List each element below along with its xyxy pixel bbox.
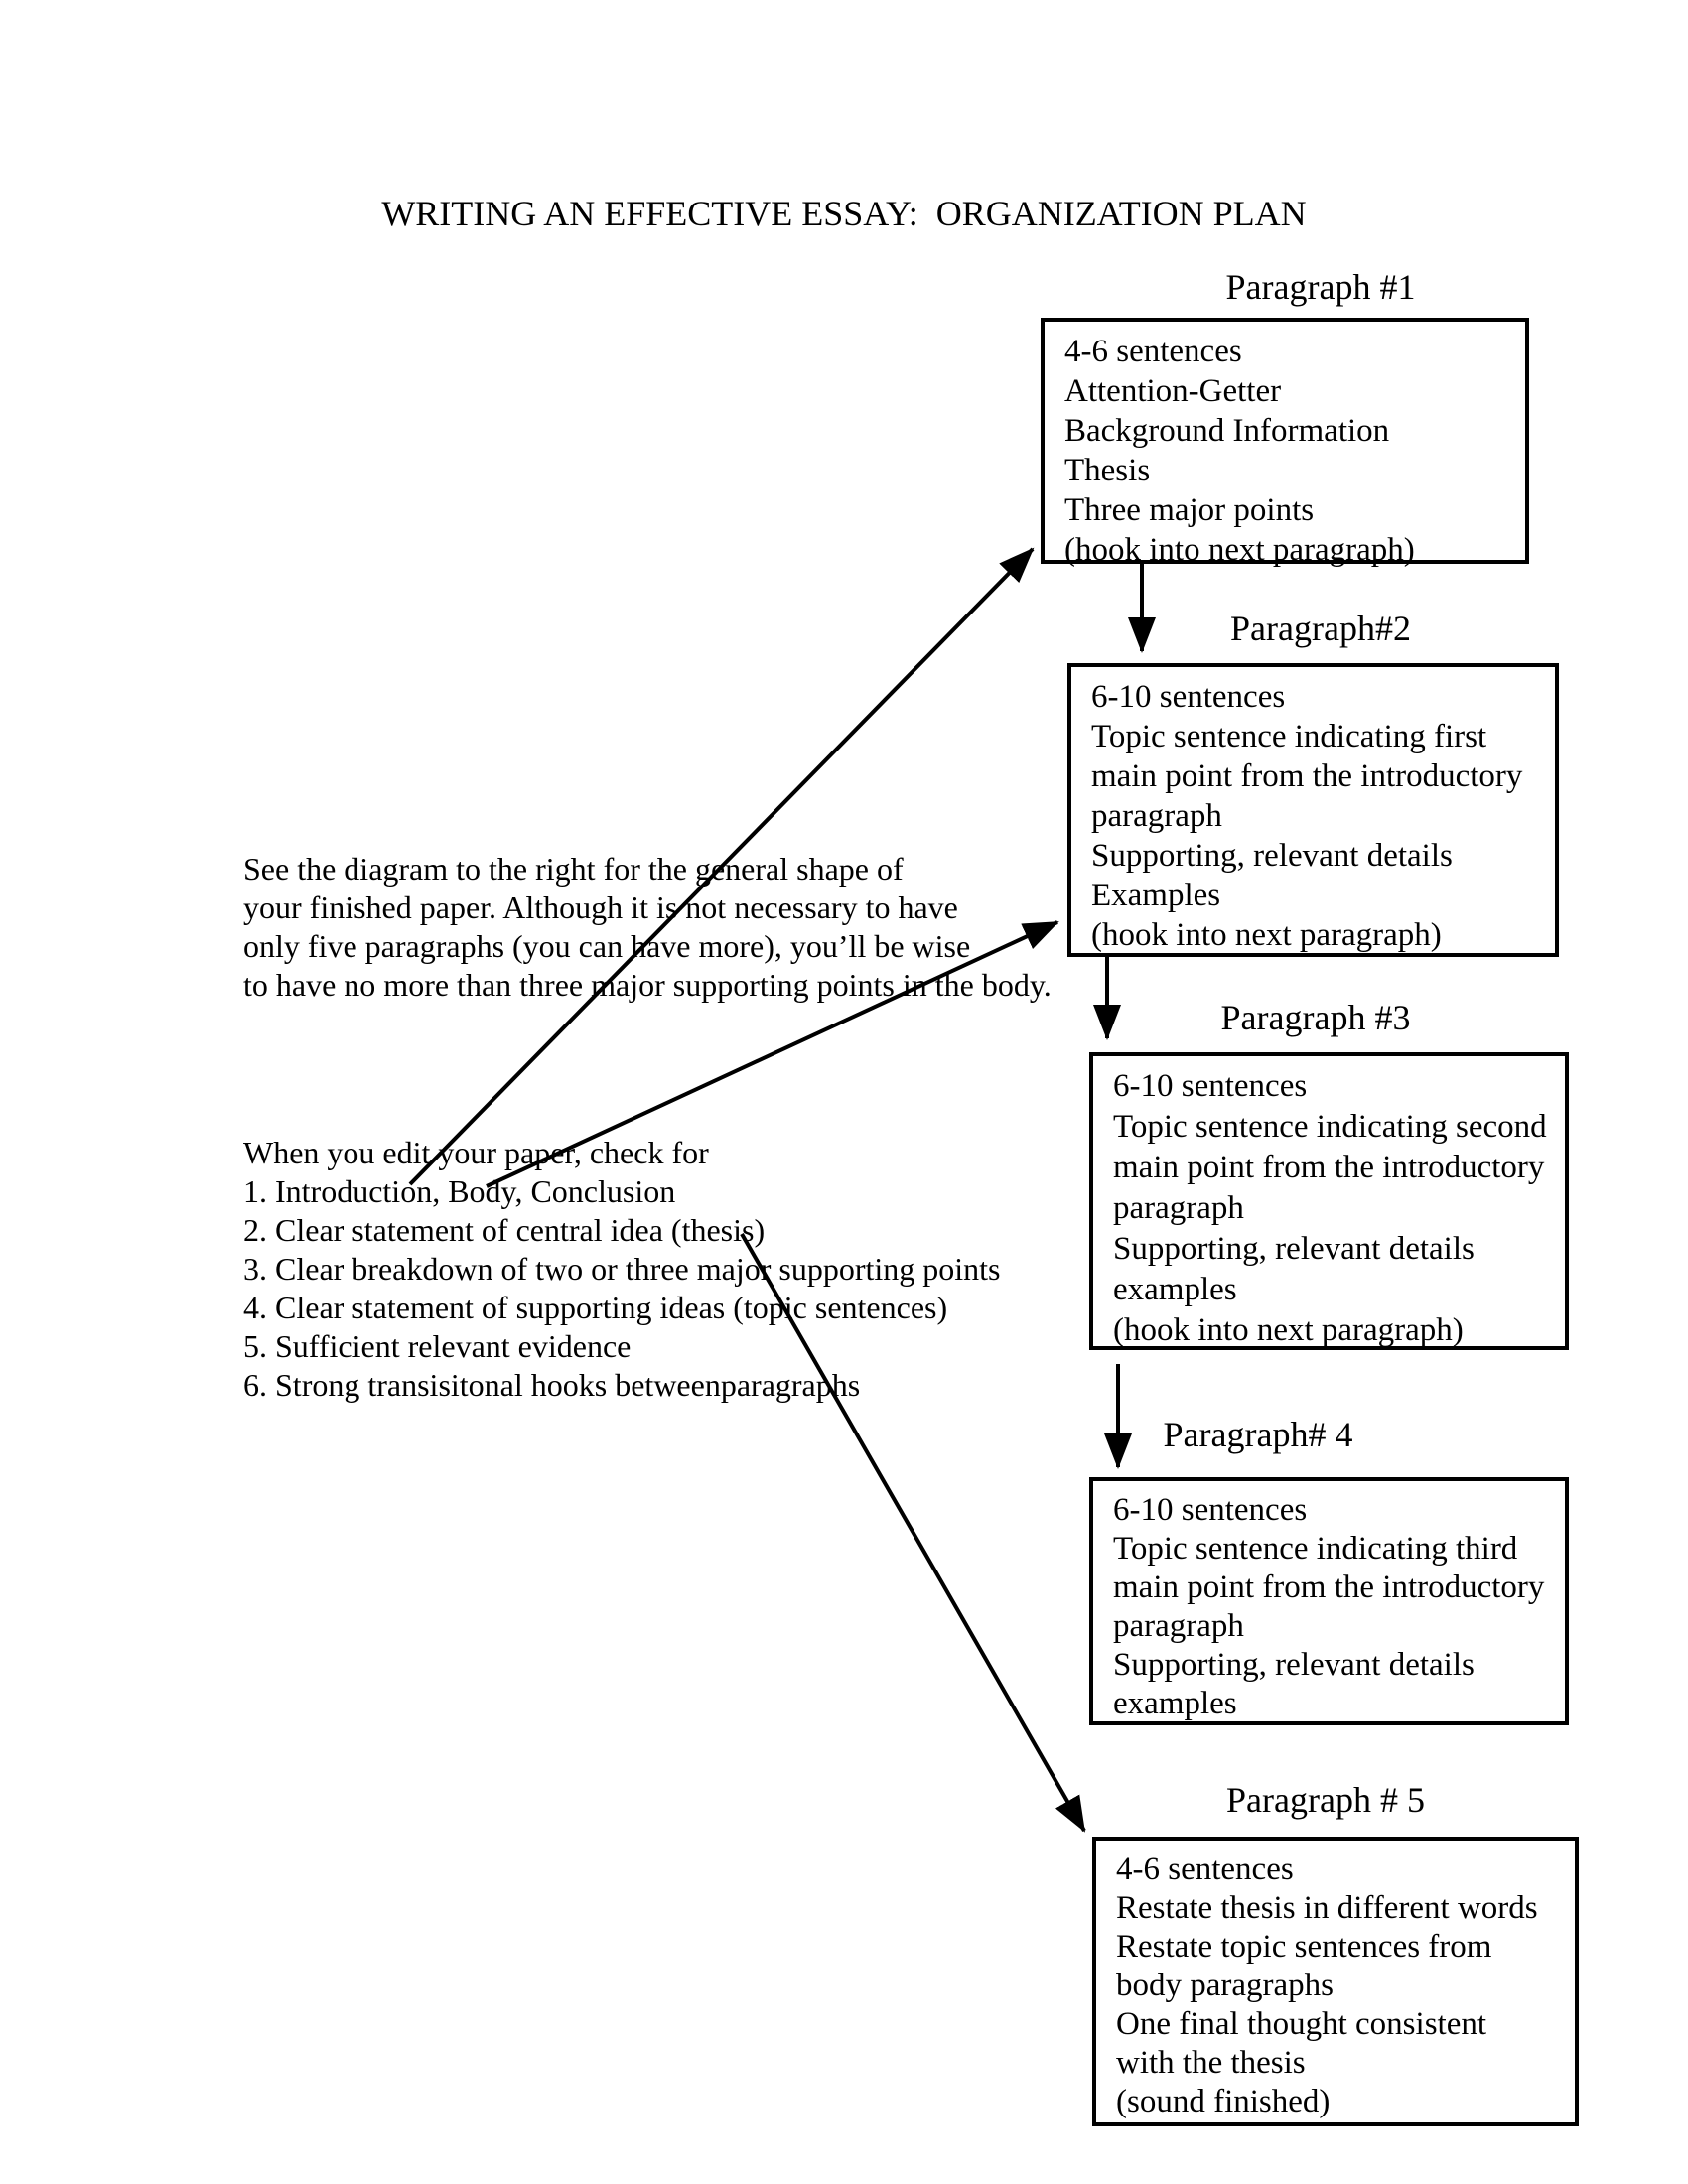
box-text-line: with the thesis xyxy=(1116,2045,1306,2081)
box-text-line: Three major points xyxy=(1064,492,1315,528)
checklist-item: 5. Sufficient relevant evidence xyxy=(243,1328,632,1364)
paragraph-1-label: Paragraph #1 xyxy=(1225,267,1416,307)
box-text-line: One final thought consistent xyxy=(1116,2006,1487,2042)
box-text-line: (sound finished) xyxy=(1116,2084,1331,2119)
box-text-line: main point from the introductory xyxy=(1113,1570,1545,1605)
box-text-line: Supporting, relevant details xyxy=(1091,838,1453,874)
checklist-item: 1. Introduction, Body, Conclusion xyxy=(243,1173,676,1209)
paragraph-5-box xyxy=(1092,1837,1579,2126)
paragraph-1-box xyxy=(1041,318,1529,568)
box-text-line: paragraph xyxy=(1091,798,1222,834)
box-text-line: 6-10 sentences xyxy=(1113,1492,1308,1528)
box-text-line: 4-6 sentences xyxy=(1064,334,1242,369)
paragraph-4-label: Paragraph# 4 xyxy=(1163,1415,1353,1454)
box-text-line: Thesis xyxy=(1064,453,1151,488)
box-text-line: Topic sentence indicating first xyxy=(1091,719,1487,754)
paragraph-4-box xyxy=(1089,1477,1569,1725)
paragraph-2-box xyxy=(1067,663,1559,957)
paragraph-5-label: Paragraph # 5 xyxy=(1226,1780,1425,1820)
box-text-line: (hook into next paragraph) xyxy=(1064,532,1415,568)
box-text-line: (hook into next paragraph) xyxy=(1091,917,1442,953)
paragraph-3-label: Paragraph #3 xyxy=(1220,998,1411,1037)
note-line: to have no more than three major supporting points in the body. xyxy=(243,967,1052,1003)
box-text-line: paragraph xyxy=(1113,1608,1244,1644)
box-text-line: Examples xyxy=(1091,878,1221,913)
box-text-line: main point from the introductory xyxy=(1113,1150,1545,1185)
box-text-line: Supporting, relevant details xyxy=(1113,1231,1475,1267)
box-text-line: 6-10 sentences xyxy=(1091,679,1286,715)
box-text-line: paragraph xyxy=(1113,1190,1244,1226)
box-text-line: body paragraphs xyxy=(1116,1968,1335,2003)
box-text-line: main point from the introductory xyxy=(1091,758,1523,794)
diagram-note xyxy=(243,850,1052,1005)
page-title: WRITING AN EFFECTIVE ESSAY: ORGANIZATION PLAN xyxy=(381,194,1307,233)
box-text-line: Attention-Getter xyxy=(1064,373,1282,409)
box-text-line: Supporting, relevant details xyxy=(1113,1647,1475,1683)
box-text-line: Topic sentence indicating third xyxy=(1113,1531,1518,1567)
paragraph-2-label: Paragraph#2 xyxy=(1230,609,1411,648)
checklist-item: 2. Clear statement of central idea (thesis) xyxy=(243,1212,766,1248)
checklist-item: 4. Clear statement of supporting ideas (topic sentences) xyxy=(243,1290,948,1325)
box-text-line: 6-10 sentences xyxy=(1113,1068,1308,1104)
checklist-item: 3. Clear breakdown of two or three major supporting points xyxy=(243,1251,1001,1287)
box-text-line: Restate topic sentences from xyxy=(1116,1929,1492,1965)
box-text-line: 4-6 sentences xyxy=(1116,1851,1294,1887)
box-text-line: examples xyxy=(1113,1272,1237,1307)
note-line: See the diagram to the right for the general shape of xyxy=(243,851,904,887)
checklist-item: 6. Strong transisitonal hooks betweenparagraphs xyxy=(243,1367,861,1403)
box-text-line: Background Information xyxy=(1064,413,1390,449)
edit-checklist xyxy=(243,1134,1001,1405)
box-text-line: (hook into next paragraph) xyxy=(1113,1312,1464,1348)
checklist-heading: When you edit your paper, check for xyxy=(243,1135,709,1170)
paragraph-3-box xyxy=(1089,1052,1569,1350)
box-text-line: examples xyxy=(1113,1686,1237,1721)
box-text-line: Topic sentence indicating second xyxy=(1113,1109,1547,1145)
note-line: only five paragraphs (you can have more), you’ll be wise xyxy=(243,928,971,964)
note-line: your finished paper. Although it is not necessary to have xyxy=(243,889,958,925)
box-text-line: Restate thesis in different words xyxy=(1116,1890,1538,1926)
